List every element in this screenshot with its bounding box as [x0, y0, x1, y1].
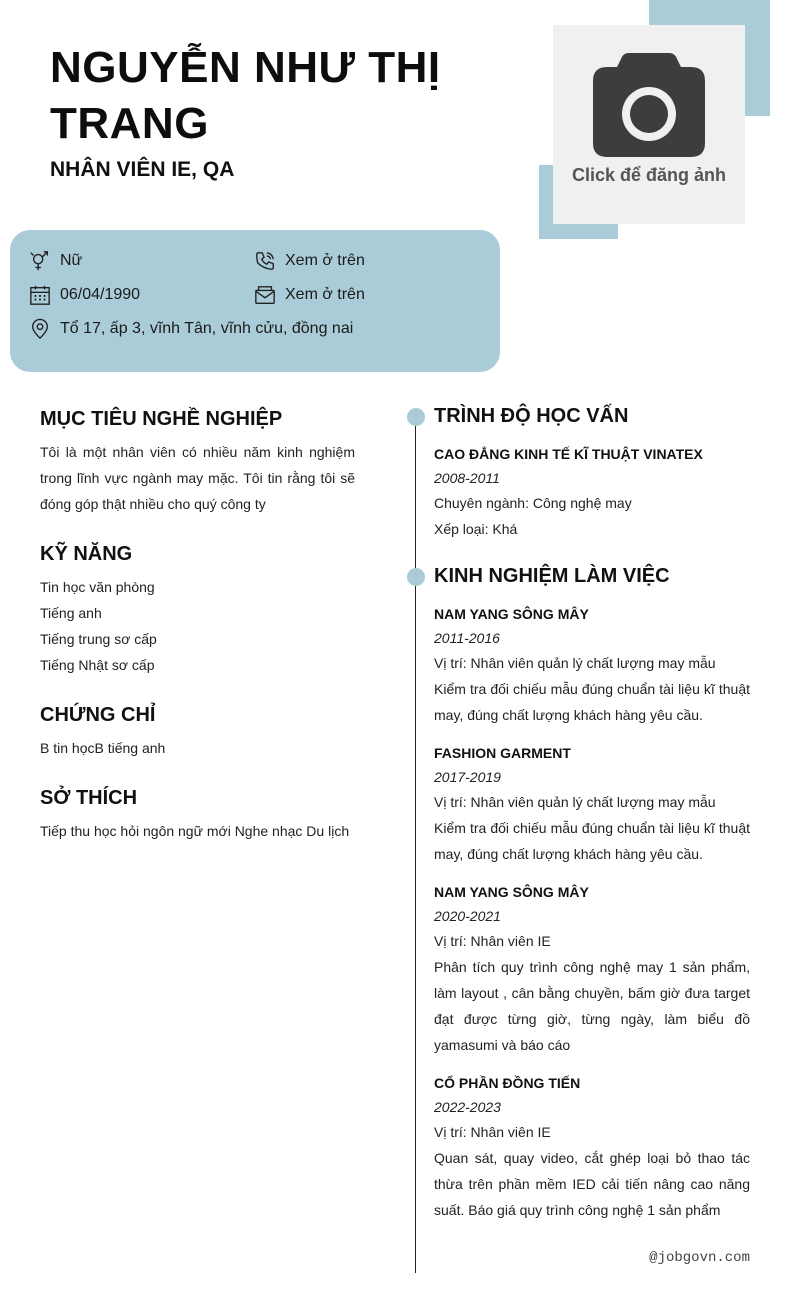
- photo-upload[interactable]: [553, 25, 745, 224]
- job-position: Vị trí: Nhân viên IE: [434, 1124, 551, 1140]
- education-period: 2008-2011: [434, 470, 500, 486]
- timeline-dot: [407, 408, 425, 426]
- objective-text: Tôi là một nhân viên có nhiều năm kinh nghiệm trong lĩnh vực ngành may mặc. Tôi tin rằng tôi sẽ đóng góp thật nhiều cho quý công ty: [40, 444, 355, 512]
- job-period: 2022-2023: [434, 1099, 501, 1115]
- certificates-text: B tin họcB tiếng anh: [40, 740, 166, 756]
- education-grade: Xếp loại: Khá: [434, 521, 518, 537]
- certificates-heading: CHỨNG CHỈ: [40, 704, 156, 726]
- skill-item: Tiếng trung sơ cấp: [40, 631, 157, 647]
- skill-item: Tiếng anh: [40, 605, 102, 621]
- contact-address: [28, 317, 353, 341]
- phone-icon: [253, 249, 277, 273]
- contact-gender: [28, 249, 82, 273]
- job-period: 2017-2019: [434, 769, 501, 785]
- skill-item: Tin học văn phòng: [40, 579, 155, 595]
- job-company: FASHION GARMENT: [434, 745, 571, 761]
- timeline-dot: [407, 568, 425, 586]
- job-company: NAM YANG SÔNG MÂY: [434, 884, 589, 900]
- candidate-name: NGUYỄN NHƯ THỊ TRANG: [50, 43, 441, 148]
- watermark: @jobgovn.com: [649, 1250, 750, 1266]
- job-period: 2011-2016: [434, 630, 500, 646]
- job-description: Kiểm tra đối chiếu mẫu đúng chuẩn tài liệu kĩ thuật may, đúng chất lượng khách hàng yêu cầu.: [434, 820, 750, 862]
- timeline-line: [415, 410, 416, 1273]
- contact-email: [253, 283, 365, 307]
- email-value: Xem ở trên: [285, 286, 365, 303]
- job-period: 2020-2021: [434, 908, 501, 924]
- photo-upload-label: Click để đăng ảnh: [571, 165, 727, 185]
- gender-value: Nữ: [60, 252, 83, 269]
- mail-icon: [253, 283, 277, 307]
- job-description: Quan sát, quay video, cắt ghép loại bỏ thao tác thừa trên phần mềm IED cải tiến nâng cao năng suất. Báo giá quy trình công nghệ 1 sản phẩm: [434, 1150, 750, 1218]
- address-value: Tổ 17, ấp 3, vĩnh Tân, vĩnh cửu, đồng nai: [60, 320, 354, 337]
- gender-icon: [28, 249, 52, 273]
- job-title: NHÂN VIÊN IE, QA: [50, 158, 235, 181]
- phone-value: Xem ở trên: [285, 252, 365, 269]
- education-major: Chuyên ngành: Công nghệ may: [434, 495, 632, 511]
- experience-heading: KINH NGHIỆM LÀM VIỆC: [434, 565, 670, 587]
- contact-phone: [253, 249, 365, 273]
- job-description: Phân tích quy trình công nghệ may 1 sản phẩm, làm layout , cân bằng chuyền, bấm giờ đưa target đạt được từng giờ, từng ngày, làm biểu đồ yamasumi và báo cáo: [434, 959, 750, 1053]
- birthday-value: 06/04/1990: [60, 286, 141, 303]
- skills-list: [40, 574, 355, 678]
- job-company: NAM YANG SÔNG MÂY: [434, 606, 589, 622]
- job-position: Vị trí: Nhân viên IE: [434, 933, 551, 949]
- objective-heading: MỤC TIÊU NGHỀ NGHIỆP: [40, 408, 283, 430]
- contact-birthday: [28, 283, 140, 307]
- job-position: Vị trí: Nhân viên quản lý chất lượng may mẫu: [434, 794, 716, 810]
- job-position: Vị trí: Nhân viên quản lý chất lượng may mẫu: [434, 655, 716, 671]
- contact-box: [10, 230, 500, 372]
- camera-icon: [591, 53, 707, 159]
- education-heading: TRÌNH ĐỘ HỌC VẤN: [434, 405, 629, 427]
- job-description: Kiểm tra đối chiếu mẫu đúng chuẩn tài liệu kĩ thuật may, đúng chất lượng khách hàng yêu cầu.: [434, 681, 750, 723]
- hobbies-heading: SỞ THÍCH: [40, 787, 138, 809]
- skills-heading: KỸ NĂNG: [40, 543, 133, 565]
- job-company: CỔ PHẦN ĐỒNG TIẾN: [434, 1075, 581, 1091]
- calendar-icon: [28, 283, 52, 307]
- school-name: CAO ĐẲNG KINH TẾ KĨ THUẬT VINATEX: [434, 446, 703, 462]
- location-pin-icon: [28, 317, 52, 341]
- hobbies-text: Tiếp thu học hỏi ngôn ngữ mới Nghe nhạc Du lịch: [40, 823, 350, 839]
- skill-item: Tiếng Nhật sơ cấp: [40, 657, 155, 673]
